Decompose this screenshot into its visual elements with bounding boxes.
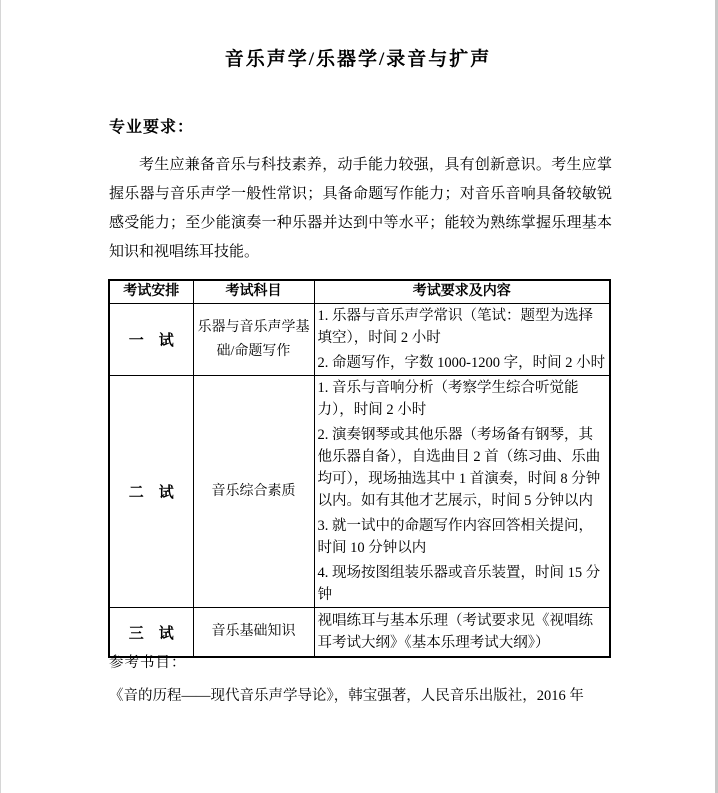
- arrangement-cell: 三 试: [109, 608, 193, 658]
- arrangement-cell: 一 试: [109, 304, 193, 376]
- requirement-item: 1. 乐器与音乐声学常识（笔试：题型为选择填空），时间 2 小时: [317, 308, 593, 346]
- requirement-item: 2. 命题写作，字数 1000-1200 字，时间 2 小时: [317, 355, 606, 371]
- exam-schedule-table: [108, 279, 611, 658]
- requirement-item: 2. 演奏钢琴或其他乐器（考场备有钢琴，其他乐器自备），自选曲目 2 首（练习曲、乐曲均可），现场抽选其中 1 首演奏，时间 8 分钟以内。如有其他才艺展示，时间 5 分钟以内: [317, 427, 601, 509]
- header-exam-subject: 考试科目: [193, 280, 314, 304]
- requirements-paragraph: 考生应兼备音乐与科技素养，动手能力较强，具有创新意识。考生应掌握乐器与音乐声学一般性常识；具备命题写作能力；对音乐音响具备较敏锐感受能力；至少能演奏一种乐器并达到中等水平；能较为熟练掌握乐理基本知识和视唱练耳技能。: [109, 157, 612, 260]
- table-row-first-exam: [109, 304, 610, 376]
- page-title: 音乐声学/乐器学/录音与扩声: [224, 49, 492, 70]
- requirement-item: 4. 现场按图组装乐器或音乐装置，时间 15 分钟: [317, 565, 601, 603]
- table-row-third-exam: [109, 608, 610, 658]
- subject-cell: 音乐综合素质: [193, 376, 314, 608]
- header-exam-requirements: 考试要求及内容: [314, 280, 610, 304]
- arrangement-cell: 二 试: [109, 376, 193, 608]
- requirement-item: 1. 音乐与音响分析（考察学生综合听觉能力），时间 2 小时: [317, 380, 579, 418]
- section-heading-major-requirements: 专业要求：: [109, 119, 195, 136]
- requirements-cell: [314, 376, 610, 608]
- requirement-item: 3. 就一试中的命题写作内容回答相关提问，时间 10 分钟以内: [317, 518, 593, 556]
- subject-cell: 音乐基础知识: [193, 608, 314, 658]
- reference-entry: 《音的历程——现代音乐声学导论》，韩宝强著，人民音乐出版社，2016 年: [109, 688, 584, 704]
- subject-cell: 乐器与音乐声学基础/命题写作: [193, 304, 314, 376]
- table-row-second-exam: [109, 376, 610, 608]
- header-exam-arrangement: 考试安排: [109, 280, 193, 304]
- requirements-cell: [314, 304, 610, 376]
- requirements-cell: [314, 608, 610, 658]
- table-header-row: [109, 280, 610, 304]
- references-heading: 参考书目：: [109, 655, 187, 671]
- requirement-item: 视唱练耳与基本乐理（考试要求见《视唱练耳考试大纲》《基本乐理考试大纲》）: [317, 613, 593, 651]
